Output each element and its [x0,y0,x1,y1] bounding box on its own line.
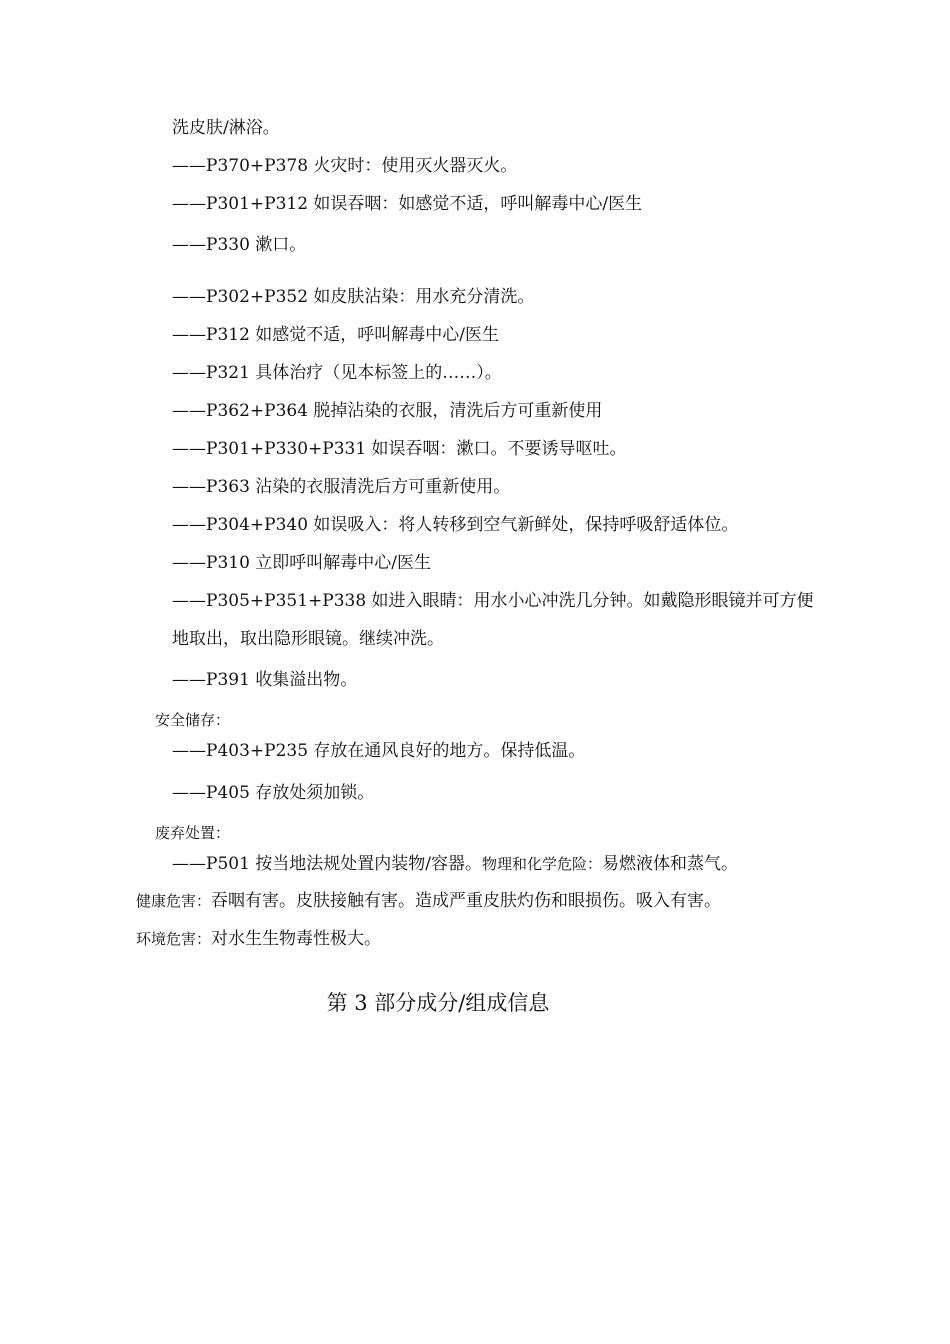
precaution-p310: ——P310 立即呼叫解毒中心/医生 [172,553,432,573]
precaution-p305-p351-p338: ——P305+P351+P338 如进入眼睛：用水小心冲洗几分钟。如戴隐形眼镜并可方便 [172,591,814,611]
disposal-p501-line [172,853,738,875]
section-title: 第 3 部分成分/组成信息 [326,991,550,1015]
precaution-p304-p340: ——P304+P340 如误吸入：将人转移到空气新鲜处，保持呼吸舒适体位。 [172,515,739,535]
storage-heading: 安全储存： [155,711,231,729]
precaution-p302-p352: ——P302+P352 如皮肤沾染：用水充分清洗。 [172,287,535,307]
environment-hazard-label: 环境危害： [136,930,212,948]
continuation-line: 洗皮肤/淋浴。 [172,118,280,138]
storage-p405: ——P405 存放处须加锁。 [172,783,375,803]
disposal-heading: 废弃处置： [155,824,231,842]
environment-hazard-text: 对水生生物毒性极大。 [211,929,382,949]
precaution-p362-p364: ——P362+P364 脱掉沾染的衣服，清洗后方可重新使用 [172,401,603,421]
physical-chemical-label: 物理和化学危险： [482,855,603,873]
precaution-p363: ——P363 沾染的衣服清洗后方可重新使用。 [172,477,511,497]
precaution-p370-p378: ——P370+P378 火灾时：使用灭火器灭火。 [172,156,518,176]
precaution-p305-continuation: 地取出，取出隐形眼镜。继续冲洗。 [172,629,444,649]
precaution-p301-p312: ——P301+P312 如误吞咽：如感觉不适，呼叫解毒中心/医生 [172,194,643,214]
health-hazard-line [136,890,721,912]
precaution-p321: ——P321 具体治疗（见本标签上的……）。 [172,363,502,383]
precaution-p330: ——P330 漱口。 [172,235,307,255]
health-hazard-text: 吞咽有害。皮肤接触有害。造成严重皮肤灼伤和眼损伤。吸入有害。 [211,891,722,911]
physical-chemical-text: 易燃液体和蒸气。 [602,854,739,874]
precaution-p312: ——P312 如感觉不适，呼叫解毒中心/医生 [172,325,500,345]
disposal-p501: ——P501 按当地法规处置内装物/容器。 [172,854,483,874]
environment-hazard-line [136,928,381,950]
storage-p403-p235: ——P403+P235 存放在通风良好的地方。保持低温。 [172,741,586,761]
health-hazard-label: 健康危害： [136,892,212,910]
precaution-p301-p330-p331: ——P301+P330+P331 如误吞咽：漱口。不要诱导呕吐。 [172,439,627,459]
precaution-p391: ——P391 收集溢出物。 [172,670,358,690]
